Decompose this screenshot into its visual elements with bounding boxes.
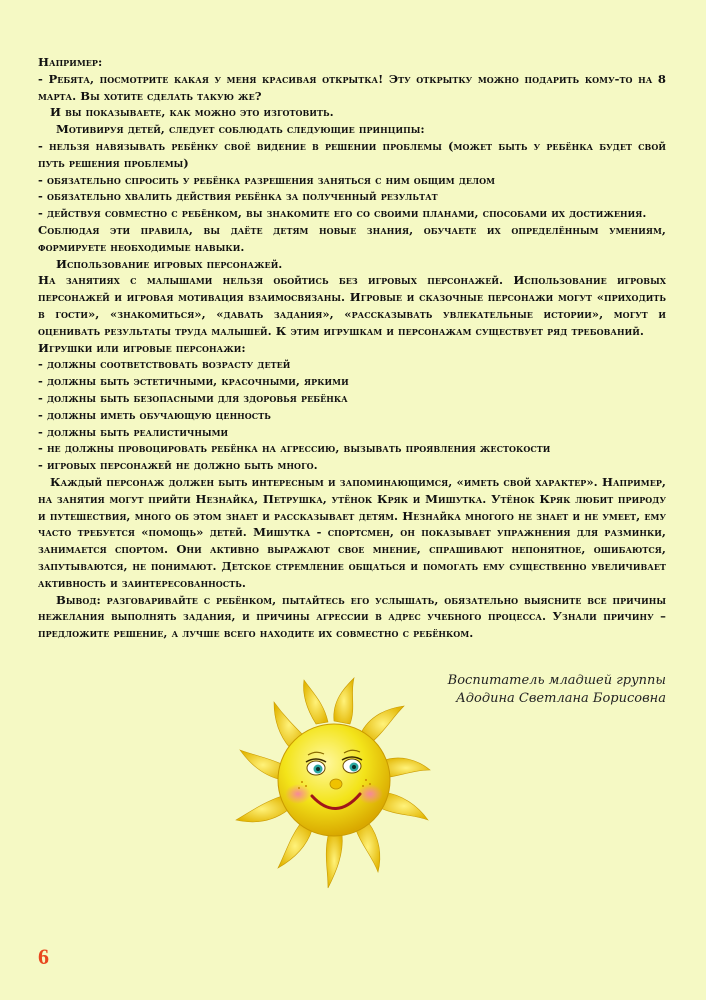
article-text	[38, 54, 666, 642]
list-item: - нельзя навязывать ребёнку своё видение в решении проблемы (может быть у ребёнка будет свой путь решения проблемы)	[38, 138, 666, 170]
page-number: 6	[38, 944, 49, 969]
paragraph: Соблюдая эти правила, вы даёте детям новые знания, обучаете их определённым умениям, формируете необходимые навыки.	[38, 222, 666, 254]
author-signature	[448, 672, 666, 708]
list-item: - игровых персонажей не должно быть много.	[38, 458, 318, 473]
paragraph: - Ребята, посмотрите какая у меня красивая открытка! Эту открытку можно подарить кому-то на 8 марта. Вы хотите сделать такую же?	[38, 71, 666, 103]
paragraph: Мотивируя детей, следует соблюдать следующие принципы:	[56, 122, 425, 137]
list-item: - должны иметь обучающую ценность	[38, 407, 271, 422]
list-item: - должны быть реалистичными	[38, 424, 229, 439]
signature-position: Воспитатель младшей группы	[447, 673, 666, 688]
paragraph: Игрушки или игровые персонажи:	[38, 340, 246, 355]
smiling-sun-icon	[232, 676, 437, 891]
list-item: - не должны провоцировать ребёнка на агрессию, вызывать проявления жестокости	[38, 441, 551, 456]
nose	[330, 779, 342, 789]
paragraph: На занятиях с малышами нельзя обойтись без игровых персонажей. Использование игровых персонажей и игровая мотивация взаимосвязаны. Игровые и сказочные персонажи могут «приходить в гости», «знакомиться», «давать задания», «рассказывать увлекательные истории», могут и оценивать результаты труда малышей. К этим игрушкам и персонажам существует ряд требований.	[38, 273, 666, 338]
list-item: - должны быть эстетичными, красочными, яркими	[38, 374, 349, 389]
list-item: - должны соответствовать возрасту детей	[38, 357, 291, 372]
list-item: - обязательно спросить у ребёнка разрешения заняться с ним общим делом	[38, 172, 496, 187]
list-item: - обязательно хвалить действия ребёнка за полученный результат	[38, 189, 438, 204]
conclusion-paragraph: Вывод: разговаривайте с ребёнком, пытайтесь его услышать, обязательно выясните все причины нежелания выполнять задания, и причины агрессии в адрес учебного процесса. Узнали причину – предложите решение, а лучше всего находите их совместно с ребёнком.	[38, 592, 666, 641]
section-heading: Использование игровых персонажей.	[56, 256, 283, 271]
left-cheek	[285, 784, 311, 804]
paragraph: Каждый персонаж должен быть интересным и запоминающимся, «иметь свой характер». Например, на занятия могут прийти Незнайка, Петрушка, утёнок Кряк и Мишутка. Утёнок Кряк любит природу и путешествия, много об этом знает и рассказывает детям. Незнайка многого не знает и не умеет, ему часто требуется «помощь» детей. Мишутка - спортсмен, он показывает упражнения для разминки, занимается спортом. Они активно выражают свое мнение, спрашивают непонятное, ошибаются, запутываются, не понимают. Детское стремление общаться и помогать ему существенно увеличивает активность и заинтересованность.	[38, 474, 666, 590]
list-item: - должны быть безопасными для здоровья ребёнка	[38, 390, 348, 405]
paragraph: И вы показываете, как можно это изготовить.	[50, 105, 334, 120]
list-item: - действуя совместно с ребёнком, вы знакомите его со своими планами, способами их достижения.	[38, 206, 647, 221]
paragraph: Например:	[38, 55, 103, 69]
signature-name: Адодина Светлана Борисовна	[455, 691, 666, 706]
